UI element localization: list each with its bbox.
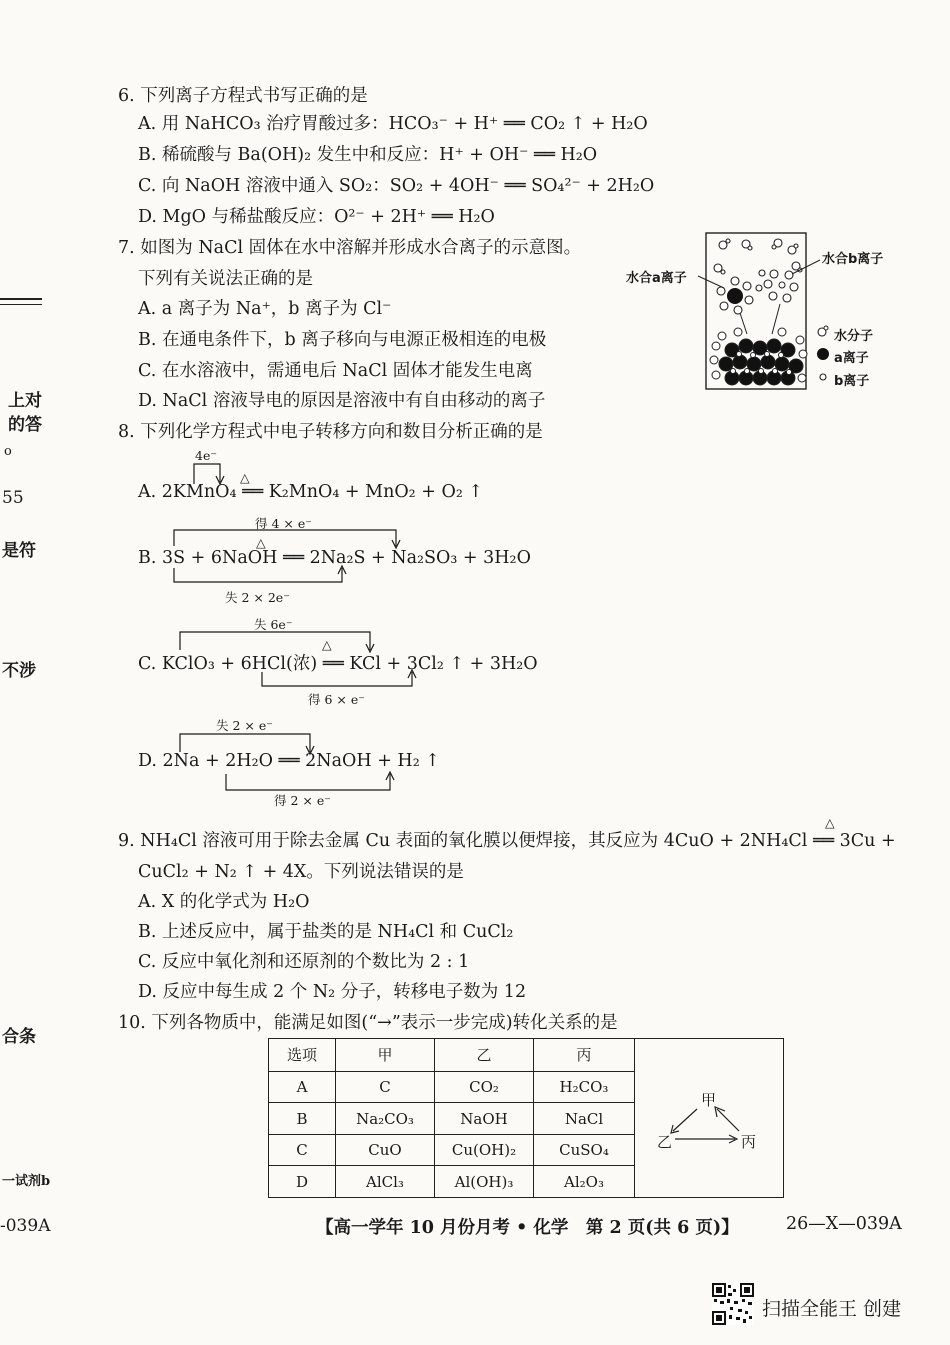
q8b-condition: △ bbox=[256, 535, 266, 550]
conversion-diagram-cell bbox=[635, 1039, 784, 1198]
margin-fragment: 的答 bbox=[8, 415, 42, 435]
diagram-jia: 甲 bbox=[701, 1091, 717, 1109]
table-cell: Cu(OH)₂ bbox=[435, 1134, 534, 1166]
q9-option-d: D. 反应中每生成 2 个 N₂ 分子，转移电子数为 12 bbox=[138, 982, 527, 1002]
legend-a-ion: a离子 bbox=[834, 351, 869, 366]
q7-option-a: A. a 离子为 Na⁺，b 离子为 Cl⁻ bbox=[138, 299, 392, 319]
table-cell: AlCl₃ bbox=[336, 1166, 435, 1198]
diagram-bing: 丙 bbox=[741, 1133, 757, 1151]
table-cell: H₂CO₃ bbox=[534, 1071, 635, 1103]
margin-fragment: 合条 bbox=[2, 1027, 36, 1047]
q6-option-c: C. 向 NaOH 溶液中通入 SO₂：SO₂ + 4OH⁻ ══ SO₄²⁻ + 2H₂O bbox=[138, 176, 655, 196]
q7-option-c: C. 在水溶液中，需通电后 NaCl 固体才能发生电离 bbox=[138, 361, 533, 381]
q8c-condition: △ bbox=[322, 637, 332, 652]
table-cell: CuO bbox=[336, 1134, 435, 1166]
q8d-loss-label: 失 2 × e⁻ bbox=[216, 718, 273, 733]
q10-stem: 10. 下列各物质中，能满足如图(“→”表示一步完成)转化关系的是 bbox=[118, 1013, 618, 1033]
table-header-cell: 丙 bbox=[534, 1039, 635, 1072]
q8c-loss-label: 失 6e⁻ bbox=[254, 617, 293, 632]
table-cell: CuSO₄ bbox=[534, 1134, 635, 1166]
legend-water: 水分子 bbox=[834, 329, 874, 344]
table-header-cell: 乙 bbox=[435, 1039, 534, 1072]
q6-option-d: D. MgO 与稀盐酸反应：O²⁻ + 2H⁺ ══ H₂O bbox=[138, 207, 495, 227]
margin-fragment: o bbox=[4, 444, 12, 459]
margin-rule bbox=[0, 298, 42, 300]
q7-stem-2: 下列有关说法正确的是 bbox=[138, 269, 313, 289]
table-cell: NaCl bbox=[534, 1103, 635, 1135]
q9-option-c: C. 反应中氧化剂和还原剂的个数比为 2 : 1 bbox=[138, 952, 470, 972]
page-footer-code: 26—X—039A bbox=[786, 1214, 902, 1234]
qr-code-icon bbox=[712, 1283, 754, 1325]
q9-option-a: A. X 的化学式为 H₂O bbox=[138, 892, 310, 912]
table-cell: NaOH bbox=[435, 1103, 534, 1135]
conversion-diagram bbox=[635, 1039, 783, 1197]
table-cell: D bbox=[269, 1166, 336, 1198]
margin-fragment: -039A bbox=[0, 1216, 51, 1236]
q9-stem-2: CuCl₂ + N₂ ↑ + 4X。下列说法错误的是 bbox=[138, 862, 464, 882]
q10-options-table bbox=[268, 1038, 784, 1198]
table-cell: Al₂O₃ bbox=[534, 1166, 635, 1198]
q7-option-b: B. 在通电条件下，b 离子移向与电源正极相连的电极 bbox=[138, 330, 547, 350]
q8a-condition: △ bbox=[240, 470, 250, 485]
q7-option-d: D. NaCl 溶液导电的原因是溶液中有自由移动的离子 bbox=[138, 391, 546, 411]
table-cell: CO₂ bbox=[435, 1071, 534, 1103]
q8d-gain-label: 得 2 × e⁻ bbox=[274, 793, 331, 808]
table-header-cell: 选项 bbox=[269, 1039, 336, 1072]
table-cell: Al(OH)₃ bbox=[435, 1166, 534, 1198]
margin-fragment: 上对 bbox=[8, 391, 42, 411]
table-cell: C bbox=[336, 1071, 435, 1103]
table-header-row bbox=[269, 1039, 784, 1072]
q6-stem: 6. 下列离子方程式书写正确的是 bbox=[118, 86, 368, 106]
scanner-watermark: 扫描全能王 创建 bbox=[762, 1298, 902, 1320]
q9-stem: 9. NH₄Cl 溶液可用于除去金属 Cu 表面的氧化膜以便焊接，其反应为 4CuO + 2NH₄Cl ══ 3Cu + bbox=[118, 831, 896, 851]
q8a-equation: A. 2KMnO₄ ══ K₂MnO₄ + MnO₂ + O₂ ↑ bbox=[138, 482, 484, 502]
label-hydrated-b: 水合b离子 bbox=[822, 252, 884, 267]
diagram-yi: 乙 bbox=[657, 1133, 673, 1151]
table-cell: Na₂CO₃ bbox=[336, 1103, 435, 1135]
margin-fragment: 是符 bbox=[2, 541, 36, 561]
table-cell: A bbox=[269, 1071, 336, 1103]
margin-rule bbox=[0, 304, 42, 305]
q8-stem: 8. 下列化学方程式中电子转移方向和数目分析正确的是 bbox=[118, 422, 543, 442]
q8d-equation: D. 2Na + 2H₂O ══ 2NaOH + H₂ ↑ bbox=[138, 751, 440, 771]
q8b-gain-label: 得 4 × e⁻ bbox=[255, 516, 312, 531]
margin-fragment: 不涉 bbox=[2, 661, 36, 681]
label-hydrated-a: 水合a离子 bbox=[626, 271, 687, 286]
q7-stem: 7. 如图为 NaCl 固体在水中溶解并形成水合离子的示意图。 bbox=[118, 238, 582, 258]
diagram-arrows bbox=[635, 1039, 783, 1197]
margin-fragment: 55 bbox=[2, 488, 24, 508]
q6-option-a: A. 用 NaHCO₃ 治疗胃酸过多：HCO₃⁻ + H⁺ ══ CO₂ ↑ + H₂O bbox=[138, 114, 648, 134]
q6-option-b: B. 稀硫酸与 Ba(OH)₂ 发生中和反应：H⁺ + OH⁻ ══ H₂O bbox=[138, 145, 598, 165]
page-footer-title: 【高一学年 10 月份月考 • 化学 第 2 页(共 6 页)】 bbox=[316, 1218, 739, 1238]
q8b-equation: B. 3S + 6NaOH ══ 2Na₂S + Na₂SO₃ + 3H₂O bbox=[138, 548, 531, 568]
q8c-equation: C. KClO₃ + 6HCl(浓) ══ KCl + 3Cl₂ ↑ + 3H₂O bbox=[138, 654, 538, 674]
table-cell: B bbox=[269, 1103, 336, 1135]
table-header-cell: 甲 bbox=[336, 1039, 435, 1072]
q9-option-b: B. 上述反应中，属于盐类的是 NH₄Cl 和 CuCl₂ bbox=[138, 922, 514, 942]
q8a-electron-label: 4e⁻ bbox=[195, 448, 217, 463]
q8c-gain-label: 得 6 × e⁻ bbox=[308, 692, 365, 707]
q8b-loss-label: 失 2 × 2e⁻ bbox=[225, 590, 290, 605]
q9-condition: △ bbox=[825, 815, 835, 830]
table-cell: C bbox=[269, 1134, 336, 1166]
legend-b-ion: b离子 bbox=[834, 374, 870, 389]
margin-fragment: 一试剂b bbox=[2, 1174, 51, 1189]
